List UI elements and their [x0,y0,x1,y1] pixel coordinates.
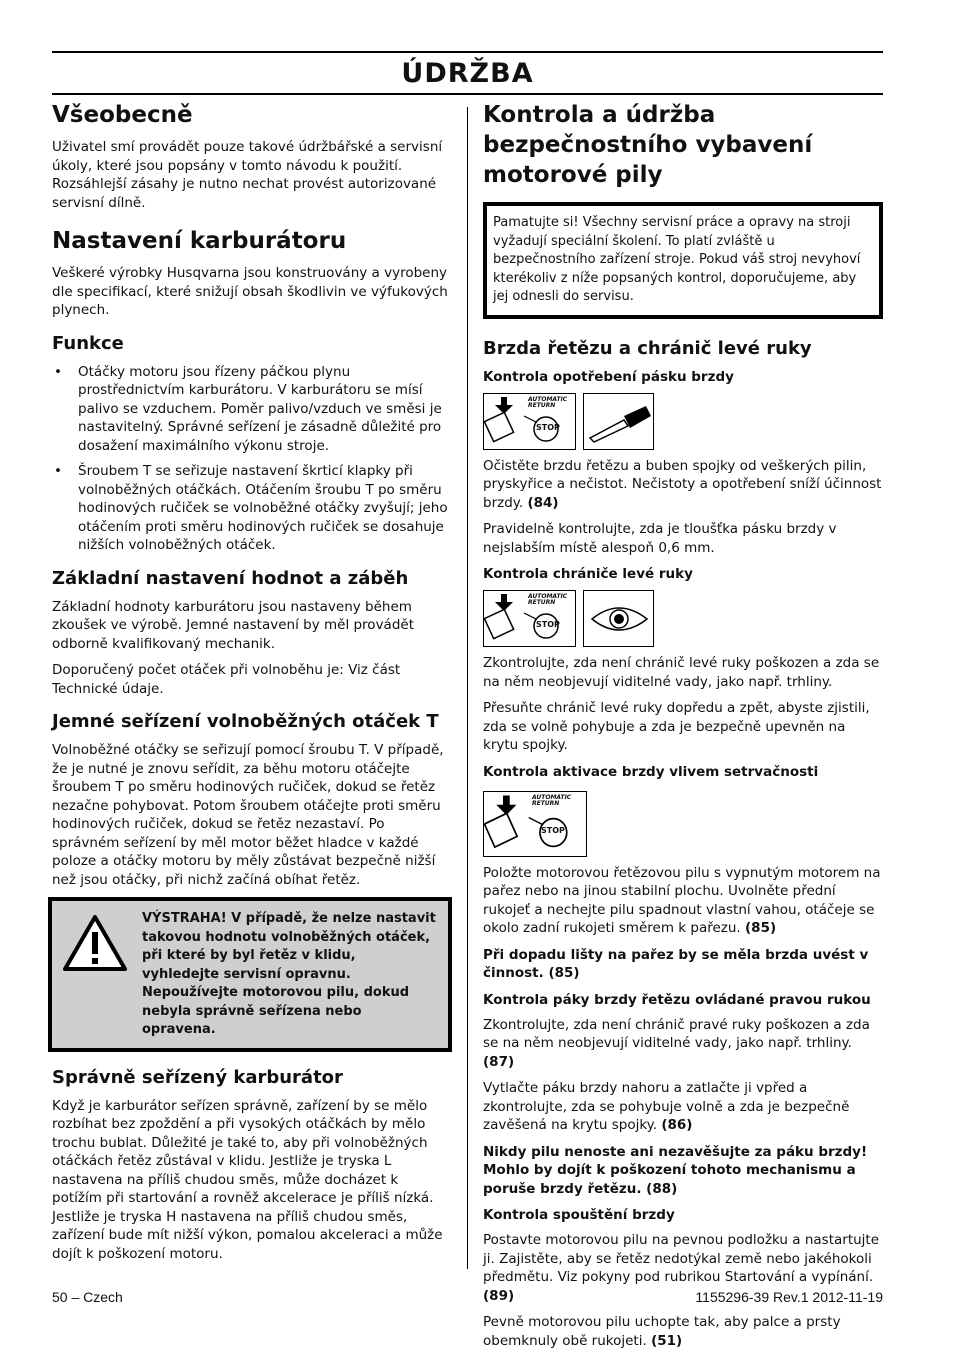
column-divider [467,107,468,1269]
general-text: Uživatel smí provádět pouze takové údržbářské a servisní úkoly, které jsou popsány v tomto návodu k použití. Rozsáhlejší zásahy je nutno nechat provést autorizované servisní dílně. [52,139,443,211]
trigger-text-2: Pevně motorovou pilu uchopte tak, aby palce a prsty obemknuly obě rukojeti. (51) [483,1314,841,1349]
funkce-list [52,363,448,555]
automatic-return-stop-icon [483,791,587,857]
lever-text-1: Zkontrolujte, zda není chránič pravé ruky poškozen a zda se na něm neobjevují viditelné vady, jako např. trhliny. (87) [483,1016,870,1070]
wear-text-2: Pravidelně kontrolujte, zda je tloušťka pásku brzdy v nejslabším místě alespoň 0,6 mm. [483,521,837,556]
list-item: • Šroubem T se seřizuje nastavení škrticí klapky při volnoběžných otáčkách. Otáčením šroubu T po směru hodinových ručiček se volnoběžné otáčky zvyšují; jeho otáčením proti směru hodinových ručiček se dosahuje nižších volnoběžných otáček. [52,462,448,555]
stop-label: STOP [536,422,560,432]
left-column [52,100,448,1271]
right-column [483,100,883,1358]
subsection-title-basic: Základní nastavení hodnot a záběh [52,567,409,589]
wear-text-1: Očistěte brzdu řetězu a buben spojky od veškerých pilin, pryskyřice a nečistot. Nečistoty a opotřebení sníží účinnost brzdy. (84) [483,457,882,511]
fine-text: Volnoběžné otáčky se seřizují pomocí šroubu T. V případě, že je nutné je znovu seřídit, za běhu motoru otáčejte šroubem T po směru hodinových ručiček, dokud se řetěz nezačne pohybovat. Potom šroubem otáčejte proti směru hodinových ručiček, dokud se řetěz nezastaví. Po správném seřízení by měl motor běžet hladce v každé poloze a otáčky motoru by měly zůstávat bezpečně nižší než jsou otáčky, při nichž začíná obíhat řetěz. [52,742,444,888]
guard-text-2: Přesuňte chránič levé ruky dopředu a zpět, abyste zjistili, zda se volně pohybuje a zda je bezpečně upevněn na krytu spojky. [483,700,870,753]
inertia-text-1: Položte motorovou řetězovou pilu s vypnutým motorem na pařez nebo na jinou stabilní plochu. Uvolněte přední rukojeť a nechejte pilu spadnout vlastní vahou, otáčeje se okolo zadní rukojeti směrem k pařezu. (85) [483,864,881,936]
automatic-return-label: AUTOMATIC RETURN [528,395,568,409]
guard-text-1: Zkontrolujte, zda není chránič levé ruky poškozen a zda se na něm neobjevují viditelné vady, jako např. trhliny. [483,655,880,690]
notice-box [483,202,883,319]
inertia-text-2: Při dopadu lišty na pařez by se měla brzda uvést v činnost. (85) [483,946,869,981]
automatic-return-stop-icon [483,590,576,647]
lever-text-2: Vytlačte páku brzdy nahoru a zatlačte ji vpřed a zkontrolujte, zda se pohybuje volně a zda je bezpečně zavěšená na krytu spojky. (86) [483,1080,850,1133]
automatic-return-label: AUTOMATIC RETURN [532,793,572,807]
guard-title: Kontrola chrániče levé ruky [483,566,693,582]
subsection-title-brake: Brzda řetězu a chránič levé ruky [483,337,812,359]
warning-box [48,897,452,1052]
inertia-title: Kontrola aktivace brzdy vlivem setrvačnosti [483,763,819,780]
wear-title: Kontrola opotřebení pásku brzdy [483,368,734,385]
page-title: ÚDRŽBA [401,58,534,89]
trigger-title: Kontrola spouštění brzdy [483,1207,675,1223]
trigger-text-1: Postavte motorovou pilu na pevnou podložku a nastartujte ji. Zajistěte, aby se řetěz nedotýkal země nebo jakéhokoli předmětu. Viz pokyny pod rubrikou Startování a vypínání. (89) [483,1232,880,1304]
top-rule [52,51,883,53]
icons-guard [483,590,883,647]
stop-label: STOP [536,620,560,629]
section-title-carburetor: Nastavení karburátoru [52,228,347,254]
lever-text-3: Nikdy pilu nenoste ani nezavěšujte za páku brzdy! Mohlo by dojít k poškození tohoto mechanismu a poruše brzdy řetězu. (88) [483,1143,868,1197]
subsection-title-funkce: Funkce [52,332,124,354]
section-title-safety: Kontrola a údržba bezpečnostního vybavení motorové pily [483,102,813,188]
lever-title: Kontrola páky brzdy řetězu ovládané pravou rukou [483,991,871,1008]
icons-wear [483,393,883,450]
title-rule [52,93,883,95]
notice-text: Pamatujte si! Všechny servisní práce a opravy na stroji vyžadují speciální školení. To platí zvláště u bezpečnostního zařízení stroje. Pokud váš stroj nevyhoví kterékoliv z níže popsaných kontrol, doporučujeme, aby jej odnesli do servisu. [493,215,861,304]
automatic-return-label: AUTOMATIC RETURN [528,593,568,606]
footer-page-number: 50 – Czech [52,1289,123,1305]
correct-text: Když je karburátor seřízen správně, zařízení by se mělo rozbíhat bez zpoždění a při vysokých otáčkách by mělo trochu bublat. Důležité je také to, aby při volnoběžných otáčkách řetěz zůstával v klidu. Jestliže je tryska L nastavena na příliš chudou směs, může docházet k potížím při startování a rovněž akcelerace je příliš nízká. Jestliže je tryska H nastavena na příliš chudou směs, zařízení bude mít nižší výkon, pomalou akceleraci a může dojít k poškození motoru. [52,1097,443,1262]
basic-text-1: Základní hodnoty karburátoru jsou nastaveny během zkoušek ve výrobě. Jemné nastavení by měl provádět odborně kvalifikovaný mechanik. [52,598,414,652]
brush-icon [583,393,654,450]
eye-icon [583,590,654,647]
stop-label: STOP [541,825,565,835]
automatic-return-stop-icon [483,393,576,450]
basic-text-2: Doporučený počet otáček při volnoběhu je: Viz část Technické údaje. [52,662,401,697]
section-title-general: Všeobecně [52,102,193,128]
footer-document-id: 1155296-39 Rev.1 2012-11-19 [695,1289,883,1305]
warning-text: VÝSTRAHA! V případě, že nelze nastavit takovou hodnotu volnoběžných otáček, při které by byl řetěz v klidu, vyhledejte servisní opravnu. Nepoužívejte motorovou pilu, dokud nebyla správně seřízena nebo opravena. [142,911,436,1037]
icons-inertia [483,791,883,857]
carburetor-text: Veškeré výrobky Husqvarna jsou konstruovány a vyrobeny dle specifikací, které snižují obsah škodlivin ve výfukových plynech. [52,265,448,318]
subsection-title-fine: Jemné seřízení volnoběžných otáček T [52,711,439,732]
list-item: • Otáčky motoru jsou řízeny páčkou plynu prostřednictvím karburátoru. V karburátoru se mísí palivo se vzduchem. Poměr palivo/vzduch ve směsi je nastavitelný. Správné seřízení je zásadně důležité pro dosažení maximálního výkonu stroje. [52,363,448,456]
warning-triangle-icon [62,914,128,972]
subsection-title-correct: Správně seřízený karburátor [52,1066,343,1088]
